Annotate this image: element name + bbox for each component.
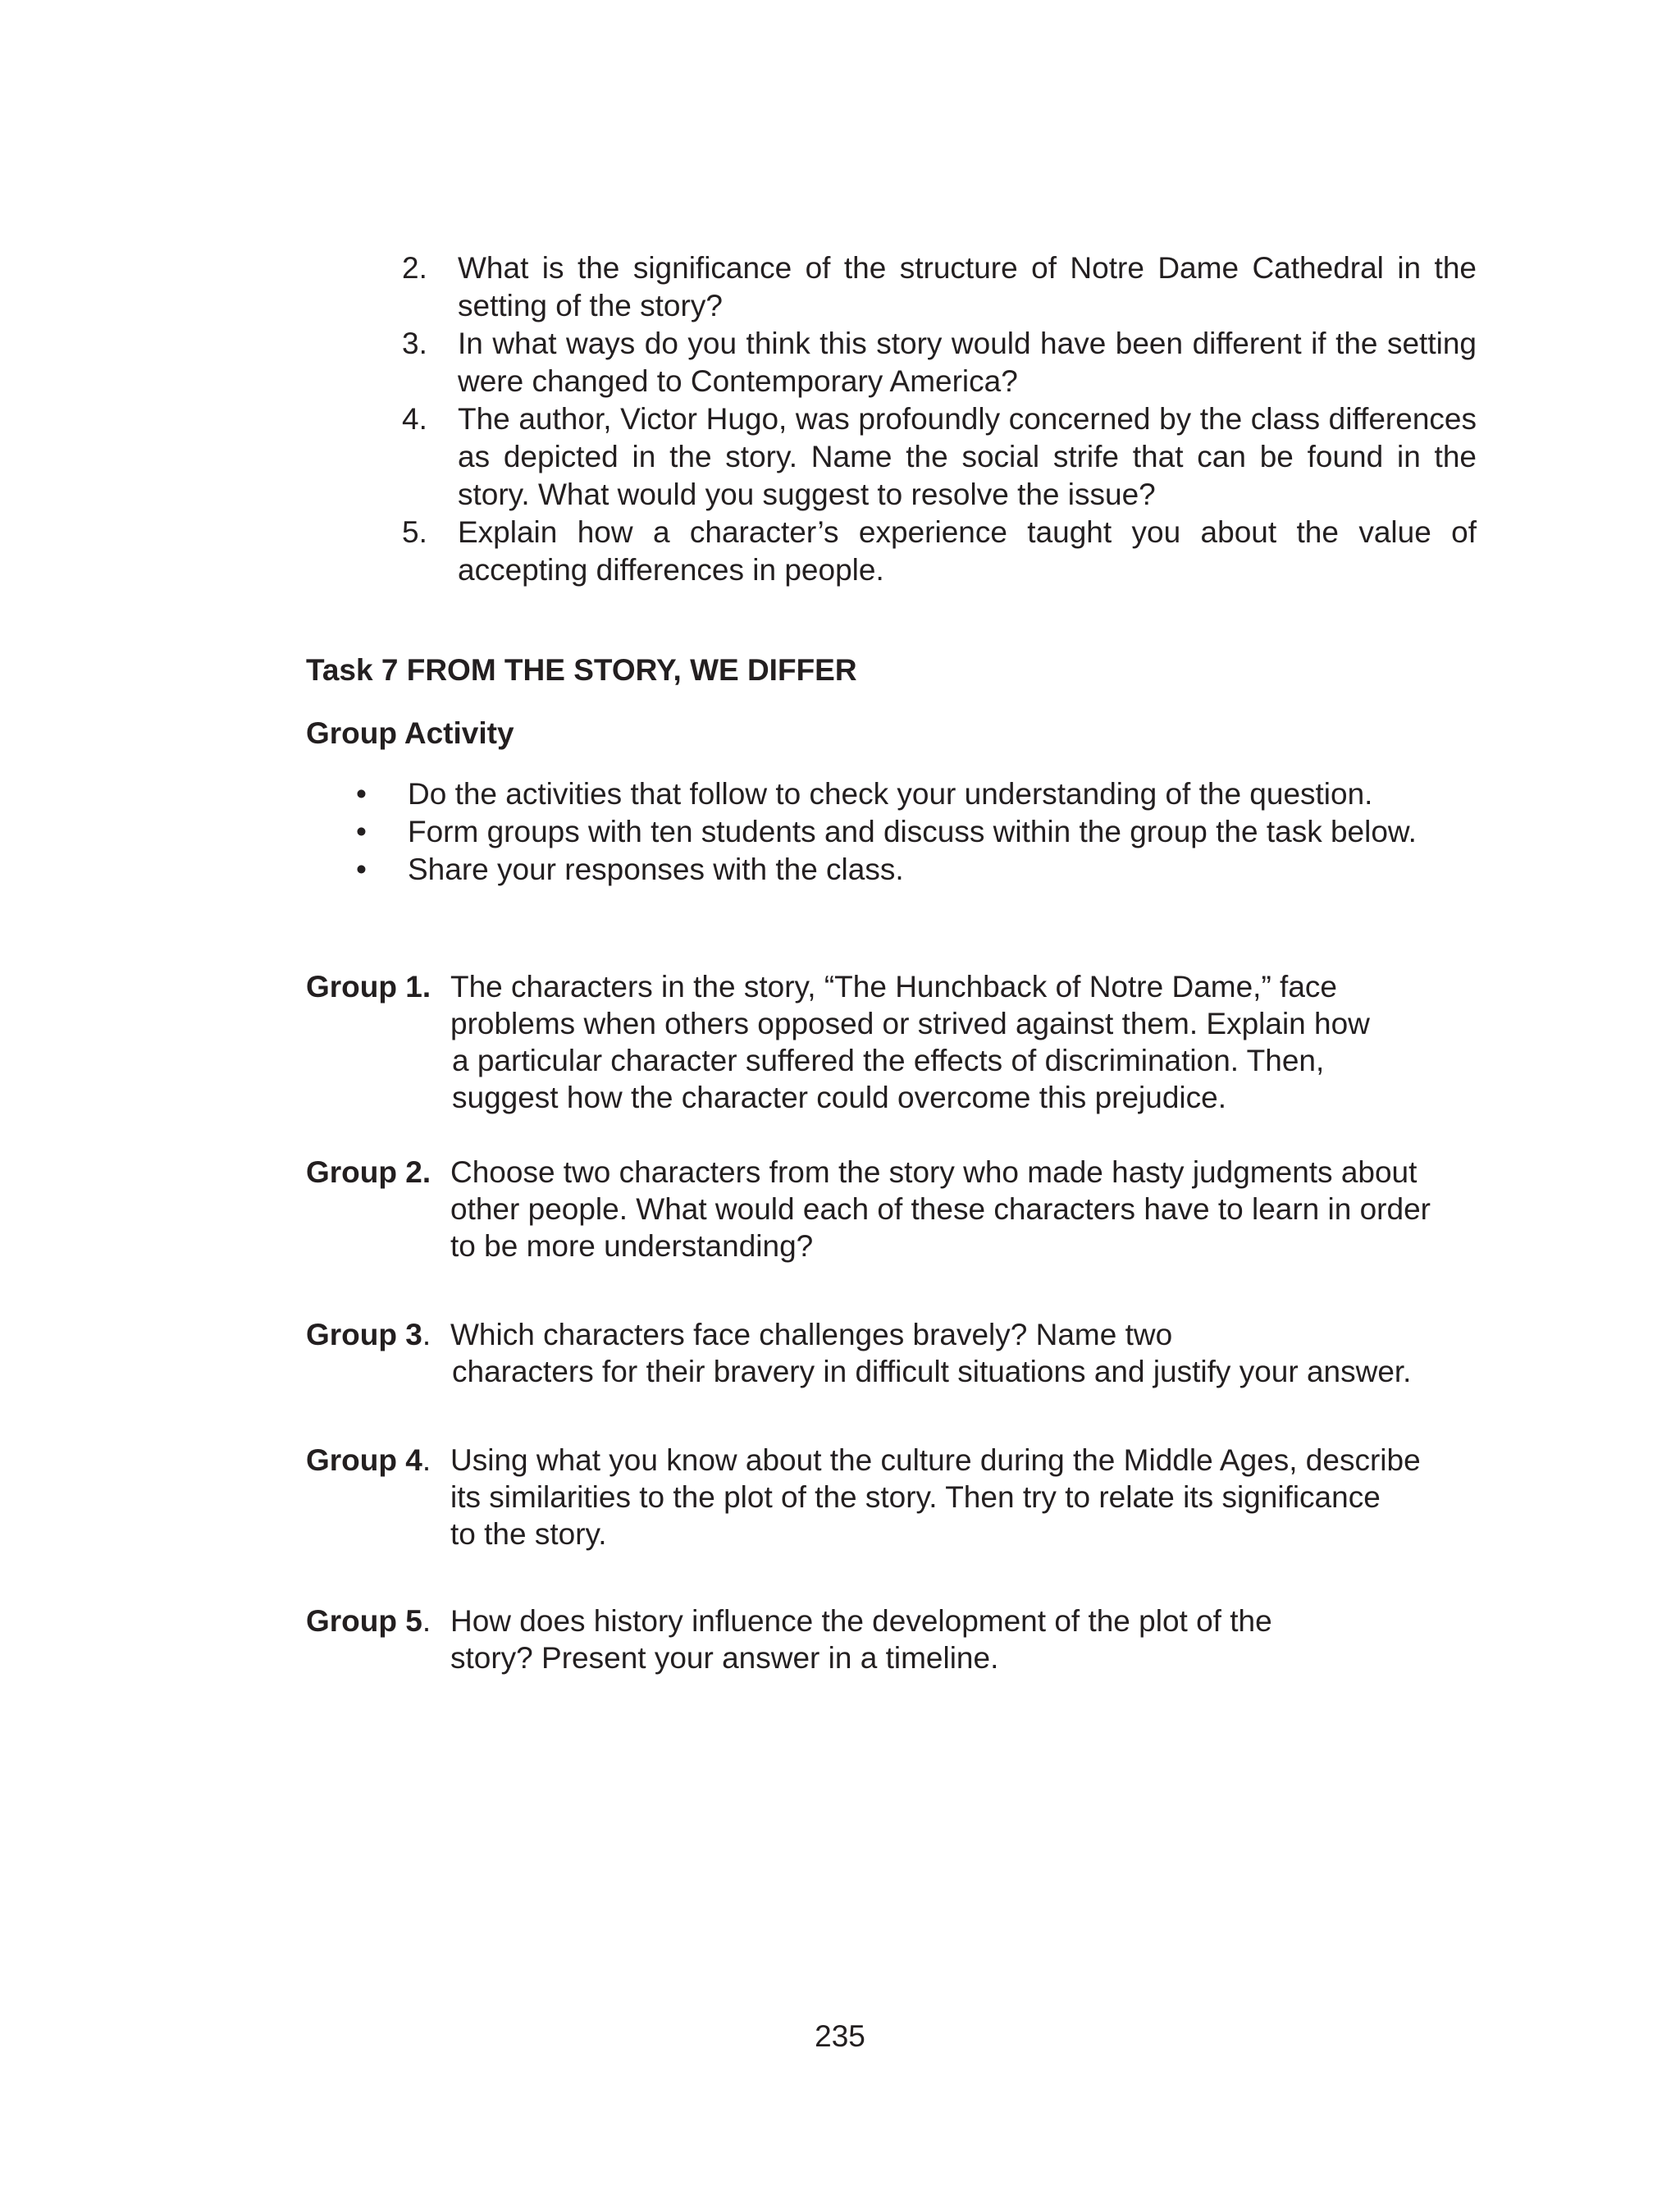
group-2-task [306,1154,1468,1264]
bullet-icon: • [356,815,367,848]
group-1-task [306,968,1468,1116]
question-text: The author, Victor Hugo, was profoundly concerned by the class differences as depicted in the story. Name the social strife that can be found in the story. What would you suggest to resolve the issue? [458,402,1477,511]
group-5-task [306,1602,1468,1676]
instruction-text: Form groups with ten students and discuss within the group the task below. [408,815,1417,848]
instruction-text: Share your responses with the class. [408,853,904,886]
question-item [402,400,1477,514]
question-item [402,514,1477,589]
instruction-item [356,813,1504,851]
instruction-item [356,851,1504,889]
question-item [402,249,1477,325]
instruction-text: Do the activities that follow to check your understanding of the question. [408,777,1373,811]
question-text: What is the significance of the structure of Notre Dame Cathedral in the setting of the story? [458,251,1477,322]
group-task-text: How does history influence the development of the plot of the story? Present your answer in a timeline. [450,1604,1272,1675]
question-item [402,325,1477,400]
group-label: Group 3. [306,1318,431,1351]
group-label: Group 2. [306,1155,431,1189]
group-4-task [306,1442,1468,1552]
group-task-text: The characters in the story, “The Hunchback of Notre Dame,” face problems when others opposed or strived against them. Explain how a particular character suffered the effects of discrimination. Then, suggest how the character could overcome this prejudice. [450,970,1370,1114]
question-number: 5. [402,515,427,549]
group-label: Group 5. [306,1604,431,1638]
question-number: 3. [402,327,427,360]
question-list [402,249,1477,589]
task-title: Task 7 FROM THE STORY, WE DIFFER [306,653,857,687]
group-3-task [306,1316,1468,1390]
section-subtitle: Group Activity [306,716,514,750]
question-number: 2. [402,251,427,285]
question-number: 4. [402,402,427,436]
page-number: 235 [815,2019,865,2053]
group-label: Group 1. [306,970,431,1004]
group-task-text: Which characters face challenges bravely? Name two characters for their bravery in difficult situations and justify your answer. [450,1318,1412,1388]
question-text: Explain how a character’s experience taught you about the value of accepting differences in people. [458,515,1477,587]
group-label: Group 4. [306,1443,431,1477]
instruction-list [356,775,1504,889]
question-text: In what ways do you think this story would have been different if the setting were changed to Contemporary America? [458,327,1477,398]
bullet-icon: • [356,777,367,811]
instruction-item [356,775,1504,813]
group-task-text: Using what you know about the culture during the Middle Ages, describe its similarities to the plot of the story. Then try to relate its significance to the story. [450,1443,1421,1551]
bullet-icon: • [356,853,367,886]
group-task-text: Choose two characters from the story who made hasty judgments about other people. What would each of these characters have to learn in order to be more understanding? [450,1155,1431,1263]
